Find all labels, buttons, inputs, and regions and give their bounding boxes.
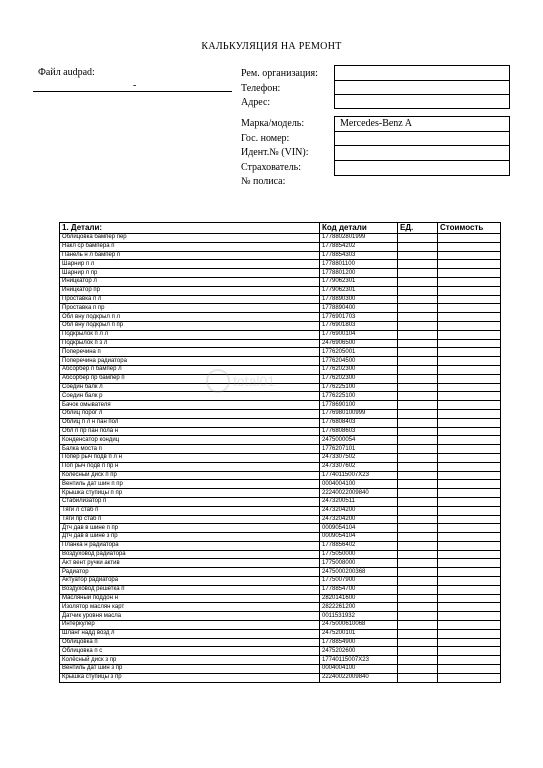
table-row: [60, 603, 501, 612]
part-unit-cell: [398, 541, 438, 550]
watermark-circle: [207, 370, 229, 392]
table-row: [60, 277, 501, 286]
repair-org-label: Рем. организация:: [241, 68, 318, 79]
table-row: [60, 497, 501, 506]
part-code-cell: 17740115007X23: [320, 656, 398, 665]
part-name-cell: Акт вент ручки актив: [60, 559, 320, 568]
part-name-cell: Дтч дав в шине п пр: [60, 524, 320, 533]
part-name-cell: Колёсный диск з пр: [60, 656, 320, 665]
part-code-cell: 1778854900: [320, 638, 398, 647]
part-code-cell: 2473307502: [320, 453, 398, 462]
table-row: [60, 453, 501, 462]
part-unit-cell: [398, 357, 438, 366]
part-cost-cell: [438, 436, 501, 445]
part-name-cell: Попер рыч подв п л н: [60, 453, 320, 462]
policy-label: № полиса:: [241, 176, 286, 187]
part-unit-cell: [398, 436, 438, 445]
part-unit-cell: [398, 638, 438, 647]
part-name-cell: Соедин балк л: [60, 383, 320, 392]
table-row: [60, 295, 501, 304]
part-unit-cell: [398, 330, 438, 339]
part-code-cell: 1778854700: [320, 585, 398, 594]
model-value: Mercedes-Benz A: [340, 118, 412, 129]
part-name-cell: Подкрылок п з л: [60, 339, 320, 348]
part-name-cell: Крышка ступицы з пр: [60, 673, 320, 682]
part-cost-cell: [438, 568, 501, 577]
part-unit-cell: [398, 524, 438, 533]
part-cost-cell: [438, 392, 501, 401]
part-name-cell: Облицовка п с: [60, 647, 320, 656]
part-code-cell: 1776900104: [320, 330, 398, 339]
part-cost-cell: [438, 471, 501, 480]
part-code-cell: 1776202300: [320, 374, 398, 383]
part-cost-cell: [438, 427, 501, 436]
part-code-cell: 1776204500: [320, 357, 398, 366]
part-unit-cell: [398, 392, 438, 401]
part-name-cell: Подкрылок п л л: [60, 330, 320, 339]
part-code-cell: 1776808603: [320, 427, 398, 436]
part-code-cell: 1779062301: [320, 277, 398, 286]
file-label: Файл audpad:: [38, 67, 95, 78]
part-unit-cell: [398, 260, 438, 269]
part-cost-cell: [438, 585, 501, 594]
part-code-cell: 1776202300: [320, 365, 398, 374]
part-code-cell: 1778690100: [320, 401, 398, 410]
part-name-cell: Изолятор маслян карт: [60, 603, 320, 612]
part-unit-cell: [398, 313, 438, 322]
table-row: [60, 436, 501, 445]
part-code-cell: 1778856402: [320, 541, 398, 550]
part-cost-cell: [438, 612, 501, 621]
part-cost-cell: [438, 348, 501, 357]
part-name-cell: Крышка ступицы п пр: [60, 489, 320, 498]
part-unit-cell: [398, 489, 438, 498]
part-code-cell: 0011531932: [320, 612, 398, 621]
part-unit-cell: [398, 365, 438, 374]
part-name-cell: Облицовка п: [60, 638, 320, 647]
part-name-cell: Бачок омывателя: [60, 401, 320, 410]
header-parts: 1. Детали:: [60, 223, 320, 234]
part-cost-cell: [438, 251, 501, 260]
watermark-logo: [205, 368, 295, 394]
reg-label: Гос. номер:: [241, 132, 290, 144]
part-unit-cell: [398, 585, 438, 594]
part-code-cell: 2475202600: [320, 647, 398, 656]
table-row: [60, 612, 501, 621]
part-name-cell: Поп рыч подв п пр н: [60, 462, 320, 471]
part-name-cell: Абсорбер п бампер л: [60, 365, 320, 374]
part-name-cell: Панель н л бампер п: [60, 251, 320, 260]
part-cost-cell: [438, 269, 501, 278]
table-row: [60, 313, 501, 322]
part-unit-cell: [398, 515, 438, 524]
part-cost-cell: [438, 295, 501, 304]
table-row: [60, 585, 501, 594]
part-code-cell: 1778890400: [320, 304, 398, 313]
part-cost-cell: [438, 304, 501, 313]
part-code-cell: 1778854202: [320, 242, 398, 251]
part-name-cell: Планка н радиатора: [60, 541, 320, 550]
insurer-label: Страхователь:: [241, 161, 301, 173]
part-code-cell: 22240022009840: [320, 673, 398, 682]
parts-header-row: [60, 223, 501, 234]
part-name-cell: Шарнир п пр: [60, 269, 320, 278]
part-cost-cell: [438, 594, 501, 603]
part-cost-cell: [438, 533, 501, 542]
part-name-cell: Иницкатор л: [60, 277, 320, 286]
part-unit-cell: [398, 234, 438, 243]
part-code-cell: 2475000200368: [320, 568, 398, 577]
part-unit-cell: [398, 533, 438, 542]
part-unit-cell: [398, 471, 438, 480]
table-row: [60, 489, 501, 498]
part-name-cell: Масляный поддон н: [60, 594, 320, 603]
part-code-cell: 1776901703: [320, 313, 398, 322]
table-row: [60, 471, 501, 480]
part-name-cell: Шланг надд возд л: [60, 629, 320, 638]
vin-label: Идент.№ (VIN):: [241, 147, 309, 158]
part-name-cell: Балка моста п: [60, 445, 320, 454]
part-unit-cell: [398, 304, 438, 313]
part-unit-cell: [398, 295, 438, 304]
part-code-cell: 2822261200: [320, 603, 398, 612]
watermark-text: total01: [233, 373, 276, 389]
part-unit-cell: [398, 269, 438, 278]
part-code-cell: 0009054104: [320, 533, 398, 542]
part-name-cell: Соедин балк р: [60, 392, 320, 401]
table-row: [60, 339, 501, 348]
part-code-cell: 0004004100: [320, 480, 398, 489]
part-unit-cell: [398, 445, 438, 454]
table-row: [60, 638, 501, 647]
part-cost-cell: [438, 541, 501, 550]
table-row: [60, 269, 501, 278]
part-cost-cell: [438, 506, 501, 515]
part-unit-cell: [398, 594, 438, 603]
part-code-cell: 1776901803: [320, 321, 398, 330]
table-row: [60, 330, 501, 339]
part-name-cell: Облиц порог л: [60, 409, 320, 418]
table-row: [60, 665, 501, 674]
part-cost-cell: [438, 445, 501, 454]
part-cost-cell: [438, 480, 501, 489]
table-row: [60, 357, 501, 366]
part-code-cell: 1778801100: [320, 260, 398, 269]
table-row: [60, 321, 501, 330]
part-name-cell: Обл вну подкрыл п л: [60, 313, 320, 322]
part-code-cell: 1776207101: [320, 445, 398, 454]
part-name-cell: Стабилизатор п: [60, 497, 320, 506]
table-row: [60, 348, 501, 357]
part-code-cell: 2476906500: [320, 339, 398, 348]
org-box-row: [335, 80, 509, 81]
table-row: [60, 251, 501, 260]
part-name-cell: Проставка п л: [60, 295, 320, 304]
part-cost-cell: [438, 339, 501, 348]
header-code: Код детали: [320, 223, 398, 234]
part-cost-cell: [438, 357, 501, 366]
vehicle-box: [334, 116, 510, 176]
part-unit-cell: [398, 550, 438, 559]
part-cost-cell: [438, 383, 501, 392]
part-name-cell: Шарнир п л: [60, 260, 320, 269]
part-unit-cell: [398, 453, 438, 462]
part-cost-cell: [438, 321, 501, 330]
part-name-cell: Воздуховод радиатора: [60, 550, 320, 559]
part-cost-cell: [438, 629, 501, 638]
part-unit-cell: [398, 242, 438, 251]
part-unit-cell: [398, 497, 438, 506]
part-code-cell: 1775007900: [320, 577, 398, 586]
table-row: [60, 559, 501, 568]
vehicle-box-row: [335, 160, 509, 161]
org-box-row: [335, 94, 509, 95]
table-row: [60, 480, 501, 489]
part-name-cell: Накл ср бампера п: [60, 242, 320, 251]
table-row: [60, 647, 501, 656]
table-row: [60, 594, 501, 603]
table-row: [60, 541, 501, 550]
part-name-cell: Колесный диск п пр: [60, 471, 320, 480]
part-code-cell: 2473200511: [320, 497, 398, 506]
part-name-cell: Вентиль дат шин з пр: [60, 665, 320, 674]
part-cost-cell: [438, 559, 501, 568]
part-cost-cell: [438, 330, 501, 339]
part-code-cell: 2473307602: [320, 462, 398, 471]
file-rule: [33, 91, 232, 92]
part-code-cell: 2473204200: [320, 515, 398, 524]
part-cost-cell: [438, 665, 501, 674]
part-unit-cell: [398, 568, 438, 577]
part-cost-cell: [438, 621, 501, 630]
part-unit-cell: [398, 286, 438, 295]
table-row: [60, 401, 501, 410]
part-cost-cell: [438, 418, 501, 427]
part-name-cell: Абсорбер пр бампер п: [60, 374, 320, 383]
vehicle-box-row: [335, 131, 509, 132]
vehicle-labels: [241, 117, 308, 190]
table-row: [60, 506, 501, 515]
part-unit-cell: [398, 427, 438, 436]
part-cost-cell: [438, 673, 501, 682]
part-code-cell: 1778801200: [320, 269, 398, 278]
table-row: [60, 533, 501, 542]
header-cost: Стоимость: [438, 223, 501, 234]
part-cost-cell: [438, 374, 501, 383]
part-unit-cell: [398, 277, 438, 286]
table-row: [60, 286, 501, 295]
part-unit-cell: [398, 647, 438, 656]
table-row: [60, 409, 501, 418]
part-name-cell: Тяги пр стаб п: [60, 515, 320, 524]
part-code-cell: 0009054104: [320, 524, 398, 533]
part-code-cell: 1779062301: [320, 286, 398, 295]
part-code-cell: 22240022009840: [320, 489, 398, 498]
part-unit-cell: [398, 603, 438, 612]
model-label: Марка/модель:: [241, 118, 305, 129]
table-row: [60, 621, 501, 630]
part-cost-cell: [438, 656, 501, 665]
part-cost-cell: [438, 550, 501, 559]
part-name-cell: Поперечина п: [60, 348, 320, 357]
table-row: [60, 462, 501, 471]
table-row: [60, 304, 501, 313]
vehicle-box-row: [335, 145, 509, 146]
part-name-cell: Облиц п л н пан пол: [60, 418, 320, 427]
part-unit-cell: [398, 321, 438, 330]
part-name-cell: Воздуховод решетка п: [60, 585, 320, 594]
part-code-cell: 1778854303: [320, 251, 398, 260]
part-unit-cell: [398, 656, 438, 665]
part-name-cell: Вентиль дат шин п пр: [60, 480, 320, 489]
part-code-cell: 1776225100: [320, 383, 398, 392]
part-cost-cell: [438, 260, 501, 269]
table-row: [60, 524, 501, 533]
part-name-cell: Актуатор радиатора: [60, 577, 320, 586]
part-unit-cell: [398, 339, 438, 348]
table-row: [60, 550, 501, 559]
part-cost-cell: [438, 234, 501, 243]
part-code-cell: 1776808403: [320, 418, 398, 427]
table-row: [60, 260, 501, 269]
table-row: [60, 242, 501, 251]
org-labels: [241, 67, 318, 111]
part-unit-cell: [398, 374, 438, 383]
part-unit-cell: [398, 577, 438, 586]
part-name-cell: Поперечина радиатора: [60, 357, 320, 366]
table-row: [60, 577, 501, 586]
part-cost-cell: [438, 453, 501, 462]
table-row: [60, 673, 501, 682]
part-name-cell: Обл вну подкрыл п пр: [60, 321, 320, 330]
part-unit-cell: [398, 462, 438, 471]
table-row: [60, 445, 501, 454]
part-cost-cell: [438, 647, 501, 656]
part-name-cell: Проставка п пр: [60, 304, 320, 313]
part-code-cell: 17740115007X23: [320, 471, 398, 480]
part-unit-cell: [398, 418, 438, 427]
table-row: [60, 629, 501, 638]
part-code-cell: 1776225100: [320, 392, 398, 401]
part-unit-cell: [398, 629, 438, 638]
table-row: [60, 234, 501, 243]
part-unit-cell: [398, 409, 438, 418]
part-unit-cell: [398, 480, 438, 489]
org-box: [334, 65, 510, 109]
part-code-cell: 2475000610068: [320, 621, 398, 630]
part-cost-cell: [438, 409, 501, 418]
table-row: [60, 515, 501, 524]
part-name-cell: Конденсатор кондиц: [60, 436, 320, 445]
part-cost-cell: [438, 365, 501, 374]
part-name-cell: Интеркулер: [60, 621, 320, 630]
part-code-cell: 1778802801999: [320, 234, 398, 243]
table-row: [60, 568, 501, 577]
part-cost-cell: [438, 489, 501, 498]
part-cost-cell: [438, 286, 501, 295]
part-code-cell: 2475000054: [320, 436, 398, 445]
address-label: Адрес:: [241, 97, 271, 108]
part-code-cell: 1778890300: [320, 295, 398, 304]
header-unit: ЕД.: [398, 223, 438, 234]
part-unit-cell: [398, 559, 438, 568]
part-name-cell: Датчик уровня масла: [60, 612, 320, 621]
part-cost-cell: [438, 313, 501, 322]
part-unit-cell: [398, 348, 438, 357]
part-cost-cell: [438, 638, 501, 647]
part-code-cell: 1775008000: [320, 559, 398, 568]
part-code-cell: 2473204200: [320, 506, 398, 515]
part-code-cell: 1776980100999: [320, 409, 398, 418]
parts-table: [59, 222, 501, 683]
part-unit-cell: [398, 506, 438, 515]
part-cost-cell: [438, 497, 501, 506]
part-unit-cell: [398, 401, 438, 410]
part-code-cell: 2820141600: [320, 594, 398, 603]
file-value: -: [133, 80, 137, 91]
part-code-cell: 1775050000: [320, 550, 398, 559]
part-unit-cell: [398, 612, 438, 621]
part-unit-cell: [398, 251, 438, 260]
part-cost-cell: [438, 242, 501, 251]
part-name-cell: Облицовка бампер пер: [60, 234, 320, 243]
part-code-cell: 0004004100: [320, 665, 398, 674]
part-unit-cell: [398, 665, 438, 674]
part-name-cell: Иницкатор пр: [60, 286, 320, 295]
part-cost-cell: [438, 524, 501, 533]
part-name-cell: Обл п пр пан пола н: [60, 427, 320, 436]
part-cost-cell: [438, 603, 501, 612]
table-row: [60, 427, 501, 436]
part-code-cell: 1776205001: [320, 348, 398, 357]
phone-label: Телефон:: [241, 82, 281, 94]
part-unit-cell: [398, 383, 438, 392]
part-unit-cell: [398, 621, 438, 630]
part-name-cell: Дтч дав в шине з пр: [60, 533, 320, 542]
part-code-cell: 2475200101: [320, 629, 398, 638]
part-name-cell: Радиатор: [60, 568, 320, 577]
page-title: КАЛЬКУЛЯЦИЯ НА РЕМОНТ: [201, 41, 342, 52]
part-cost-cell: [438, 277, 501, 286]
part-name-cell: Тяги л стаб п: [60, 506, 320, 515]
part-cost-cell: [438, 462, 501, 471]
part-cost-cell: [438, 577, 501, 586]
table-row: [60, 418, 501, 427]
table-row: [60, 656, 501, 665]
part-unit-cell: [398, 673, 438, 682]
part-cost-cell: [438, 401, 501, 410]
part-cost-cell: [438, 515, 501, 524]
